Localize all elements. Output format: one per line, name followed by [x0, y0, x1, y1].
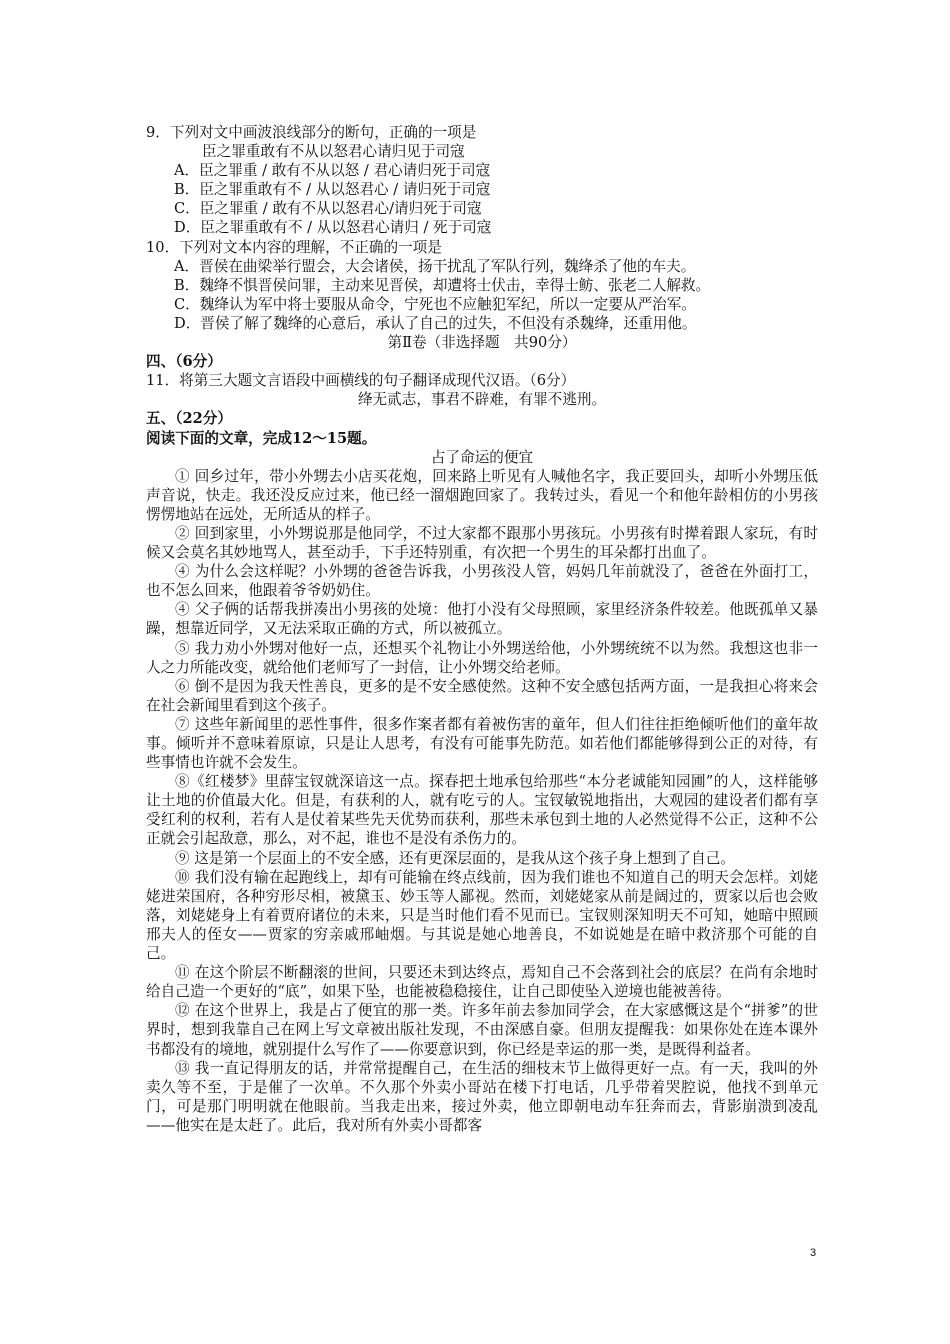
- section-5-instruction: 阅读下面的文章，完成12～15题。: [146, 429, 377, 447]
- section-5-heading: 五、（22分）: [146, 410, 232, 428]
- paragraph-13: ⑬ 我一直记得朋友的话，并常常提醒自己，在生活的细枝末节上做得更好一点。有一天，我叫的外卖久等不至，于是催了一次单。不久那个外卖小哥站在楼下打电话，几乎带着哭腔说，他找不到单元门，可是那门明明就在他眼前。当我走出来，接过外卖，他立即朝电动车狂奔而去，背影崩溃到凌乱——他实在是太赶了。此后，我对所有外卖小哥都客: [146, 1059, 818, 1134]
- paragraph-3: ④ 为什么会这样呢？小外甥的爸爸告诉我，小男孩没人管，妈妈几年前就没了，爸爸在外面打工，也不怎么回来，他跟着爷爷奶奶住。: [146, 563, 818, 600]
- q11-sentence: 绛无贰志，事君不辟难，有罪不逃刑。: [357, 391, 607, 409]
- q10-option-a: A．晋侯在曲梁举行盟会，大会诸侯，扬干扰乱了军队行列，魏绛杀了他的车夫。: [174, 257, 696, 275]
- paragraph-2: ② 回到家里，小外甥说那是他同学，不过大家都不跟那小男孩玩。小男孩有时撵着跟人家玩，有时候又会莫名其妙地骂人，甚至动手，下手还特别重，有次把一个男生的耳朵都打出血了。: [146, 524, 818, 562]
- volume-2-heading: 第Ⅱ卷（非选择题 共90分）: [387, 334, 577, 352]
- paragraph-10: ⑩ 我们没有输在起跑线上，却有可能输在终点线前，因为我们谁也不知道自己的明天会怎样。刘姥姥进荣国府，各种穷形尽相，被黛玉、妙玉等人鄙视。然而，刘姥姥家从前是阔过的，贾家以后也会败落，刘姥姥身上有着贾府诸位的未来，只是当时他们看不见而已。宝钗则深知明天不可知，她暗中照顾邢夫人的侄女——贾家的穷亲戚邢岫烟。与其说是她心地善良，不如说她是在暗中救济那个可能的自己。: [146, 868, 818, 963]
- q10-option-c: C．魏绛认为军中将士要服从命令，宁死也不应触犯军纪，所以一定要从严治军。: [174, 295, 696, 313]
- paragraph-5: ⑤ 我力劝小外甥对他好一点，还想买个礼物让小外甥送给他，小外甥统统不以为然。我想这也非一人之力所能改变，就给他们老师写了一封信，让小外甥交给老师。: [146, 639, 818, 676]
- paragraph-11: ⑪ 在这个阶层不断翻滚的世间，只要还未到达终点，焉知自己不会落到社会的底层？在尚有余地时给自己造一个更好的“底”，如果下坠，也能被稳稳接住，让自己即使坠入逆境也能被善待。: [146, 964, 818, 1001]
- section-4-heading: 四、（6分）: [146, 353, 222, 371]
- q10-option-b: B．魏绛不惧晋侯问罪，主动来见晋侯，却遭将士伏击，幸得士鲂、张老二人解救。: [174, 276, 711, 294]
- paragraph-9: ⑨ 这是第一个层面上的不安全感，还有更深层面的，是我从这个孩子身上想到了自己。: [175, 849, 735, 867]
- q9-sentence: 臣之罪重敢有不从以怒君心请归见于司寇: [202, 143, 465, 161]
- paragraph-6: ⑥ 倒不是因为我天性善良，更多的是不安全感使然。这种不安全感包括两方面，一是我担心将来会在社会新闻里看到这个孩子。: [146, 677, 818, 714]
- paragraph-1: ① 回乡过年，带小外甥去小店买花炮，回来路上听见有人喊他名字，我正要回头，却听小外甥压低声音说，快走。我还没反应过来，他已经一溜烟跑回家了。我转过头，看见一个和他年龄相仿的小男孩愣愣地站在远处，无所适从的样子。: [146, 467, 818, 523]
- paragraph-7: ⑦ 这些年新闻里的恶性事件，很多作案者都有着被伤害的童年，但人们往往拒绝倾听他们的童年故事。倾听并不意味着原谅，只是让人思考，有没有可能事先防范。如若他们都能够得到公正的对待，有些事情也许就不会发生。: [146, 715, 818, 772]
- paragraph-4: ④ 父子俩的话帮我拼凑出小男孩的处境：他打小没有父母照顾，家里经济条件较差。他既孤单又暴躁，想靠近同学，又无法采取正确的方式，所以被孤立。: [146, 601, 818, 638]
- article-title: 占了命运的便宜: [430, 448, 534, 466]
- paragraph-8: ⑧《红楼梦》里薛宝钗就深谙这一点。探春把土地承包给那些“本分老诚能知园圃”的人，这样能够让土地的价值最大化。但是，有获利的人，就有吃亏的人。宝钗敏锐地指出，大观园的建设者们都有享受红利的权利，若有人是仗着某些先天优势而获利，那些未承包到土地的人必然觉得不公正，这种不公正就会引起敌意，那么，对不起，谁也不是没有杀伤力的。: [146, 773, 818, 848]
- q10-stem: 10．下列对文本内容的理解，不正确的一项是: [146, 238, 442, 256]
- q11-stem: 11．将第三大题文言语段中画横线的句子翻译成现代汉语。（6分）: [146, 372, 576, 390]
- page-content: [146, 123, 818, 1135]
- q9-option-c: C．臣之罪重 / 敢有不从以怒君心/请归死于司寇: [174, 200, 482, 218]
- article-body: [146, 467, 818, 1135]
- paragraph-12: ⑫ 在这个世界上，我是占了便宜的那一类。许多年前去参加同学会，在大家感慨这是个“拼爹”的世界时，想到我靠自己在网上写文章被出版社发现，不由深感自豪。但朋友提醒我：如果你处在连本课外书都没有的境地，就别提什么写作了——你要意识到，你已经是幸运的那一类，是既得利益者。: [146, 1002, 818, 1058]
- q10-option-d: D．晋侯了解了魏绛的心意后，承认了自己的过失，不但没有杀魏绛，还重用他。: [174, 314, 697, 332]
- q9-option-b: B．臣之罪重敢有不 / 从以怒君心 / 请归死于司寇: [174, 181, 491, 199]
- q9-stem: 9．下列对文中画波浪线部分的断句，正确的一项是: [146, 124, 477, 141]
- q9-option-a: A．臣之罪重 / 敢有不从以怒 / 君心请归死于司寇: [174, 162, 491, 180]
- page-number: 3: [810, 1247, 817, 1259]
- q9-option-d: D．臣之罪重敢有不 / 从以怒君心请归 / 死于司寇: [174, 219, 492, 237]
